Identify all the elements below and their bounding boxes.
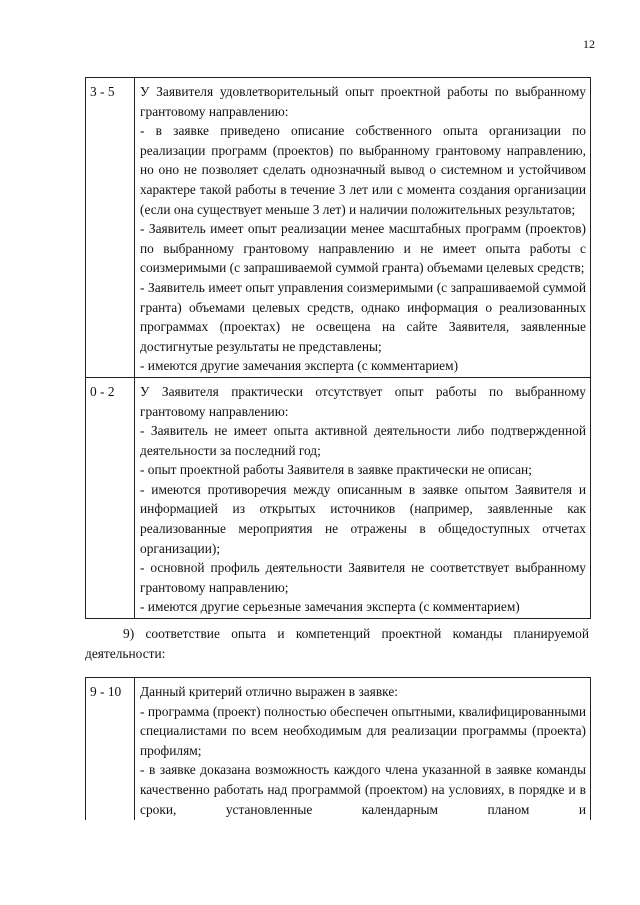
criterion-line: - имеются другие серьезные замечания эксперта (с комментарием) [140,599,520,615]
criterion-line: - основной профиль деятельности Заявителя не соответствует выбранному грантовому направлению; [140,560,586,595]
table-row [86,78,591,378]
criterion-line: У Заявителя удовлетворительный опыт проектной работы по выбранному грантовому направлению: [140,84,586,119]
section-heading: 9) соответствие опыта и компетенций проектной команды планируемой деятельности: [85,626,589,661]
table-row [86,377,591,618]
criterion-line: - Заявитель имеет опыт управления соизмеримыми (с запрашиваемой суммой гранта) объемами целевых средств, однако информация о реализованных программах (проектах) не освещена на сайте Заявителя, заявленные достигнутые результаты не представлены; [140,279,586,354]
description-cell [135,377,591,618]
description-cell [135,678,591,821]
criterion-line: - опыт проектной работы Заявителя в заявке практически не описан; [140,462,532,478]
criterion-line: - Заявитель имеет опыт реализации менее масштабных программ (проектов) по выбранному грантовому направлению и не имеет опыта работы с соизмеримыми (с запрашиваемой суммой гранта) объемами целевых средств; [140,221,586,276]
table-row [86,678,591,821]
criterion-line: - Заявитель не имеет опыта активной деятельности либо подтвержденной деятельности за последний год; [140,423,586,458]
score-cell: 3 - 5 [86,78,135,378]
criteria-table-team [85,677,591,820]
criterion-line: Данный критерий отлично выражен в заявке: [140,684,398,699]
criterion-line: - программа (проект) полностью обеспечен опытными, квалифицированными специалистами по всем необходимым для реализации программы (проекта) профилям; [140,703,586,758]
criterion-line: - в заявке доказана возможность каждого члена указанной в заявке команды качественно работать над программой (проектом) на условиях, в порядке и в сроки, установленные календарным планом и [140,762,586,817]
criterion-line: У Заявителя практически отсутствует опыт работы по выбранному грантовому направлению: [140,383,586,419]
criterion-line: - имеются другие замечания эксперта (с комментарием) [140,358,459,374]
score-cell: 9 - 10 [86,678,135,821]
criterion-line: - в заявке приведено описание собственного опыта организации по реализации программ (проектов) по выбранному грантовому направлению, но оно не позволяет сделать однозначный вывод о системном и устойчивом характере такой работы в течение 3 лет или с момента создания организации (если она существует меньше 3 лет) и наличии положительных результатов; [140,123,586,217]
criteria-table-experience [85,77,591,619]
description-cell [135,78,591,378]
criterion-line: - имеются противоречия между описанным в заявке опытом Заявителя и информацией из открытых источников (например, заявленные как реализованные мероприятия не отражены в общедоступных отчетах организации); [140,481,586,556]
score-cell: 0 - 2 [86,377,135,618]
page-number: 12 [583,37,595,51]
